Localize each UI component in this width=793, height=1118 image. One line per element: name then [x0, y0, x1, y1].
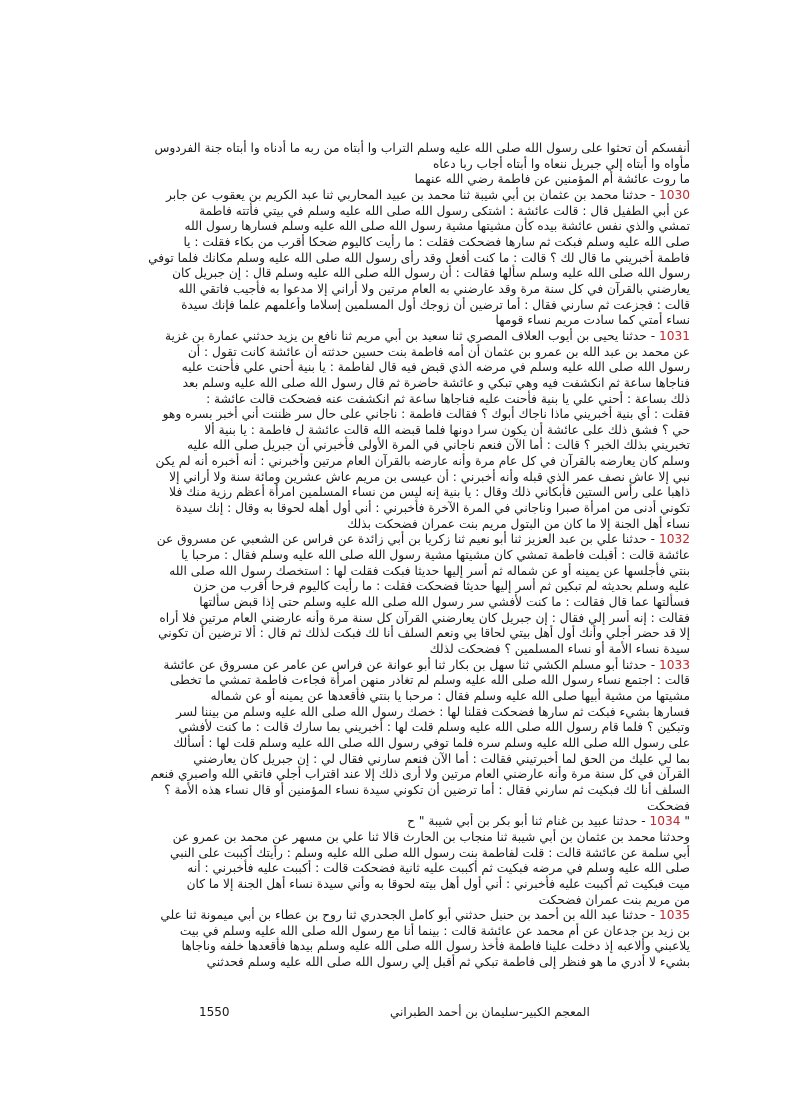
intro-line: أنفسكم أن تحثوا على رسول الله صلى الله عليه وسلم التراب وا أبتاه من ربه ما أدناه وا أبتاه جنة الفردوس — [154, 141, 690, 155]
hadith-first-text: - حدثنا عبيد بن غنام ثنا أبو بكر بن أبي شيبة " ح — [407, 814, 650, 829]
hadith-line: بنتي فأجلسها عن يمينه أو عن شماله ثم أسر إليها حديثا فبكت فقلت لها : استخصك رسول الله صلى الله — [169, 563, 690, 578]
hadith-line: يلاعبني وألاعبه إذ دخلت علينا فاطمة فأخذ رسول الله صلى الله عليه وسلم بيدها فأقعدها خلفه وناجاها — [181, 939, 690, 954]
hadith-line: فناجاها ساعة ثم انكشفت فيه وهي تبكي و عائشة حاضرة ثم قال رسول الله صلى الله عليه وسلم بعد — [182, 375, 690, 390]
hadith-line: القرآن في كل سنة مرة وأنه عارضني العام مرتين ولا أرى ذلك إلا عند اقتراب أجلي فاتقي الله واصبري فنعم — [150, 767, 690, 782]
hadith-line: رسول الله صلى الله عليه وسلم في مرضه الذي قبض فيه قال لفاطمة : يا بنية أحني علي فأحنت عليه — [181, 360, 690, 375]
hadith-number: 1031 — [658, 328, 690, 343]
hadith-line: قالت : اجتمع نساء رسول الله صلى الله عليه وسلم لم تغادر منهن امرأة فجاءت فاطمة تمشي ما تخطى — [170, 673, 690, 688]
hadith-first-line — [118, 329, 690, 345]
hadith-line: عائشة قالت : أقبلت فاطمة تمشي كان مشيتها مشية رسول الله صلى الله عليه وسلم فقال : مرحبا يا — [180, 548, 690, 563]
hadith-line: فسألتها عما قال فقالت : ما كنت لأفشي سر رسول الله صلى الله عليه وسلم حتى إذا قبض سألتها — [199, 595, 690, 610]
hadith-line: رسول الله صلى الله عليه وسلم سألها فقالت : أن رسول الله صلى الله عليه وسلم قال : إن جبريل كان — [172, 266, 690, 281]
hadith-line: ذاهبا على رأس الستين فأبكاني ذلك وقال : يا بنية إنه ليس من نساء المسلمين امرأة أعظم رزية منك فلا — [169, 485, 690, 500]
footer-book-title: المعجم الكبير-سليمان بن أحمد الطبراني — [390, 1005, 590, 1019]
hadith-line: أبي سلمة عن عائشة قالت : قلت لفاطمة بنت رسول الله صلى الله عليه وسلم : رأيتك أكببت على النبي — [170, 845, 690, 860]
hadith-number: 1035 — [658, 908, 690, 923]
hadith-line: من مريم بنت عمران فضحكت — [538, 892, 690, 907]
hadith-line: نساء أهل الجنة إلا ما كان من البتول مريم بنت عمران فضحكت بذلك — [347, 516, 690, 531]
hadith-prefix: " — [680, 814, 690, 829]
hadith-line: بشيء لا أدري ما هو فنظر إلى فاطمة تبكي ثم أقبل إلي رسول الله صلى الله عليه وسلم فحدثني — [206, 955, 690, 970]
hadith-line: قالت : فجزعت ثم سارني فقال : أما ترضين أن زوجك أول المسلمين إسلاما وأعلمهم علما فإنك سيدة — [181, 297, 690, 312]
hadith-line: يعارضني بالقرآن في كل سنة مرة وقد عارضني به العام مرتين ولا أراني إلا مدعوا به فأجيب فاتقي الله — [178, 281, 690, 296]
hadith-line: فاطمة أخبريني ما قال لك ؟ قالت : ما كنت أفعل وقد رأى رسول الله صلى الله عليه وسلم مكانك فلما توفي — [148, 250, 690, 265]
hadith-line: بما لي عليك من الحق لما أخبرتيني فقالت : أما الآن فنعم سارني فقال لي : إن جبريل كان يعارضني — [193, 751, 690, 766]
hadith-line: صلى الله عليه وسلم في مرضه فبكيت ثم أكببت عليه ثانية فضحكت قالت : أكببت عليه فأخبرني : أنه — [187, 861, 690, 876]
hadith-first-line — [118, 908, 690, 924]
hadith-line: عن محمد بن عبد الله بن عمرو بن عثمان أن أمه فاطمة بنت حسين حدثته أن عائشة كانت تقول : أن — [187, 344, 690, 359]
hadith-number: 1033 — [658, 657, 690, 672]
page-footer — [0, 1005, 793, 1025]
hadith-line: وتبكين ؟ فلما قام رسول الله صلى الله عليه وسلم قلت لها : أخبريني بما سارك قالت : ما كنت لأفشي — [178, 720, 690, 735]
hadith-line: بن زيد بن جدعان عن أم محمد عن عائشة قالت : بينما أنا مع رسول الله صلى الله عليه وسلم في بيت — [179, 923, 690, 938]
hadith-first-line — [118, 532, 690, 548]
hadith-line: نبي إلا عاش نصف عمر الذي قبله وأنه أخبرني : أن عيسى بن مريم عاش عشرين ومائة سنة ولا أراني إلا — [169, 469, 690, 484]
hadith-line: وحدثنا محمد بن عثمان بن أبي شيبة ثنا منجاب بن الحارث قالا ثنا علي بن مسهر عن محمد بن عمرو عن — [172, 829, 690, 844]
hadith-first-line — [118, 814, 690, 830]
hadith-line: فقلت : أي بنية أخبريني ماذا ناجاك أبوك ؟ فقالت فاطمة : ناجاني على حال سر ظننت أني أخبر بسره وهو — [162, 407, 690, 422]
hadith-line: تخبريني بذلك الخبر ؟ قالت : أما الآن فنعم ناجاني في المرة الأولى فأخبرني أن جبريل صلى الله عليه — [187, 438, 690, 453]
hadith-line: فقالت : إنه أسر إلي فقال : إن جبريل كان يعارضني القرآن كل سنة مرة وأنه عارضني العام مرتين فلا أراه — [159, 610, 690, 625]
document-body — [118, 141, 690, 971]
hadith-number: 1034 — [649, 814, 681, 829]
hadith-line: تكوني أدنى من امرأة صبرا وناجاني في المرة الآخرة فأخبرني : أني أول أهله لحوقا به وقال : إنك سيدة — [175, 501, 690, 516]
hadith-line: على رسول الله صلى الله عليه وسلم سره فلما توفي رسول الله صلى الله عليه وسلم قلت لها : أسألك — [173, 735, 690, 750]
hadith-line: تمشي والذي نفس عائشة بيده كأن مشيتها مشية رسول الله صلى الله عليه وسلم فسارها رسول الله — [184, 219, 690, 234]
hadith-first-text: - حدثنا محمد بن عثمان بن أبي شيبة ثنا محمد بن عبيد المحاربي ثنا عبد الكريم بن يعقوب عن جابر — [166, 187, 659, 202]
hadith-first-text: - حدثنا أبو مسلم الكشي ثنا سهل بن بكار ثنا أبو عوانة عن فراس عن عامر عن مسروق عن عائشة — [163, 657, 659, 672]
hadith-first-text: - حدثنا يحيى بن أيوب العلاف المصري ثنا سعيد بن أبي مريم ثنا نافع بن يزيد حدثني عمارة بن غزية — [164, 328, 659, 343]
hadith-number: 1030 — [658, 187, 690, 202]
hadith-first-line — [118, 188, 690, 204]
hadith-line: مشيتها من مشية أبيها صلى الله عليه وسلم فقال : مرحبا يا بنتي فأقعدها عن يمينه أو عن شماله — [210, 688, 690, 703]
hadith-line: فسارها بشيء فبكت ثم سارها فضحكت فقلنا لها : خصك رسول الله صلى الله عليه وسلم من بيننا لسر — [175, 704, 690, 719]
hadith-line: صلى الله عليه وسلم فبكت ثم سارها فضحكت فقلت : ما رأيت كاليوم ضحكا أقرب من بكاء فقلت : يا — [183, 234, 690, 249]
hadith-line: السلف أنا لك فبكيت ثم سارني فقال : أما ترضين أن تكوني سيدة نساء المؤمنين أو قال نساء هذه الأمة ؟ — [164, 782, 690, 797]
footer-page-number: 1550 — [199, 1005, 230, 1019]
hadith-line: سيدة نساء الأمة أو نساء المسلمين ؟ فضحكت لذلك — [429, 642, 690, 656]
hadith-line: عليه وسلم بحديثه لم تبكين ثم أسر إليها حديثا فضحكت فقلت : ما رأيت كاليوم فرحا أقرب من حزن — [193, 579, 690, 594]
hadith-line: ذلك بساعة : أحني علي يا بنية فأحنت عليه فناجاها ساعة ثم انكشفت عنه فضحكت قالت عائشة : — [206, 391, 690, 406]
intro-line: مأواه وا أبتاه إلي جبريل ننعاه وا أبتاه أجاب ربا دعاه — [432, 156, 690, 171]
hadith-line: وسلم كان يعارضه بالقرآن في كل عام مرة وأنه عارضه بالقرآن العام مرتين وأخبرني : أنه أخبره أنه لم يكن — [155, 454, 690, 469]
hadith-line: إلا قد حضر أجلي وأنك أول أهل بيتي لحاقا بي ونعم السلف أنا لك فبكت لذلك ثم قال : ألا ترضين أن تكوني — [158, 626, 690, 641]
hadith-line: ميت فبكيت ثم أكببت عليه فأخبرني : أني أول أهل بيته لحوقا به وأني سيدة نساء أهل الجنة إلا ما كان — [186, 876, 690, 891]
hadith-number: 1032 — [658, 532, 690, 547]
hadith-first-text: - حدثنا علي بن عبد العزيز ثنا أبو نعيم ثنا زكريا بن أبي زائدة عن فراس عن الشعبي عن مسروق عن — [156, 532, 659, 547]
section-heading: ما روت عائشة أم المؤمنين عن فاطمة رضي الله عنهما — [414, 172, 690, 187]
hadith-line: حي ؟ فشق ذلك على عائشة أن يكون سرا دونها فلما قبضه الله قالت عائشة ل فاطمة : يا بنية ألا — [204, 422, 690, 437]
hadith-line: نساء أمتي كما سادت مريم نساء قومها — [495, 313, 690, 328]
hadith-line: فضحكت — [647, 798, 690, 813]
hadith-line: عن أبي الطفيل قال : قالت عائشة : اشتكى رسول الله صلى الله عليه وسلم في بيتي فأتته فاطمة — [199, 203, 690, 218]
hadith-first-line — [118, 658, 690, 674]
hadith-first-text: - حدثنا عبد الله بن أحمد بن حنبل حدثني أبو كامل الجحدري ثنا روح بن عطاء بن أبي ميمونة ثنا علي — [160, 908, 659, 923]
